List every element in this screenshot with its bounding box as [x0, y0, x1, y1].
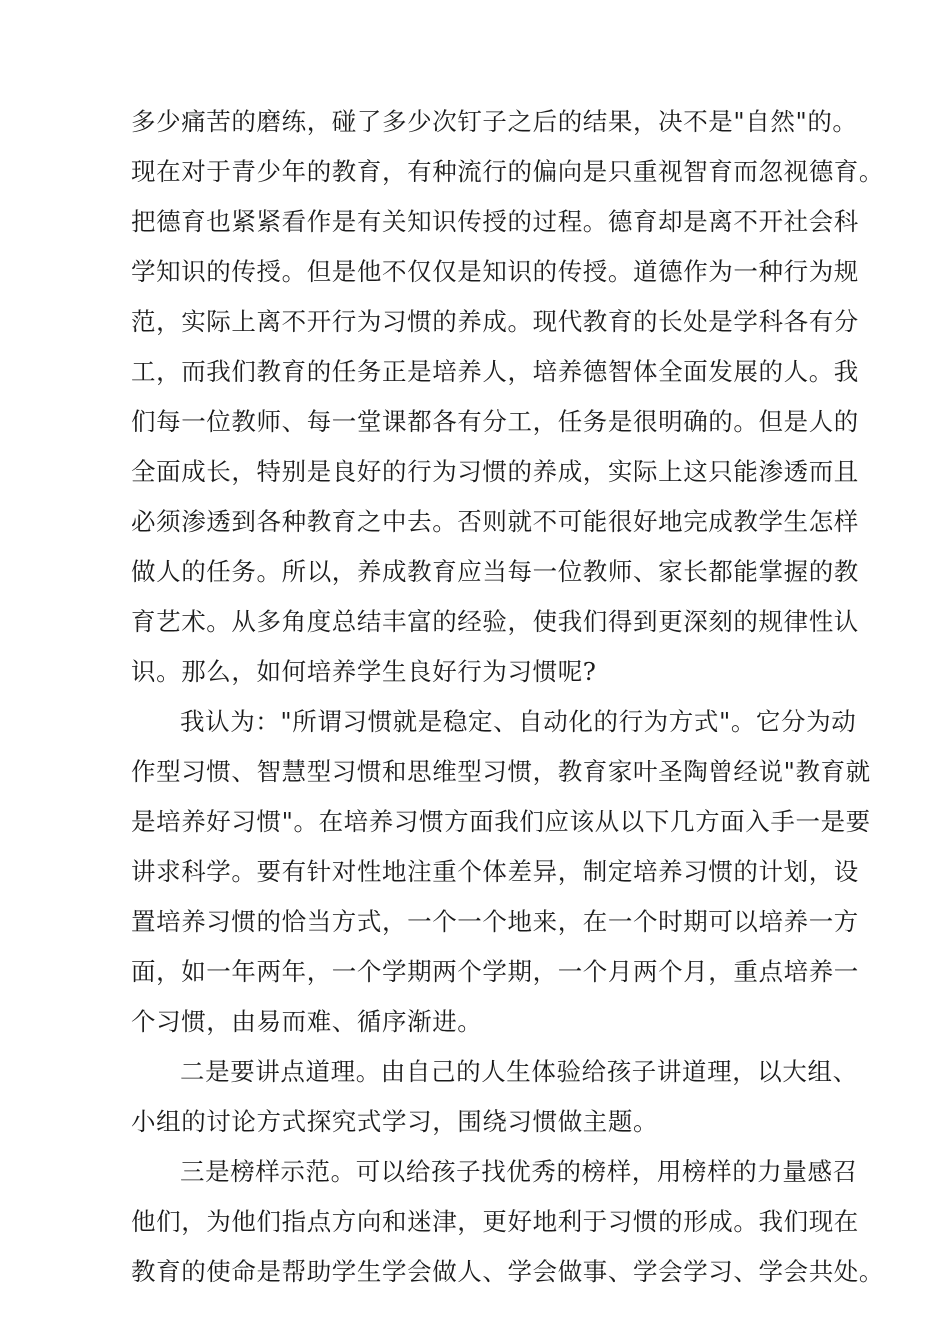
text-line: 必须渗透到各种教育之中去。否则就不可能很好地完成教学生怎样 [131, 507, 859, 536]
text-line: 个习惯，由易而难、循序渐进。 [131, 1007, 483, 1036]
text-line: 全面成长，特别是良好的行为习惯的养成，实际上这只能渗透而且 [131, 457, 859, 486]
text-line: 他们，为他们指点方向和迷津，更好地利于习惯的形成。我们现在 [131, 1207, 859, 1236]
text-line: 讲求科学。要有针对性地注重个体差异，制定培养习惯的计划，设 [131, 857, 859, 886]
text-line: 现在对于青少年的教育，有种流行的偏向是只重视智育而忽视德育。 [131, 157, 884, 186]
paragraph-start-line: 二是要讲点道理。由自己的人生体验给孩子讲道理，以大组、 [180, 1057, 858, 1086]
text-line: 学知识的传授。但是他不仅仅是知识的传授。道德作为一种行为规 [131, 257, 859, 286]
text-line: 面，如一年两年，一个学期两个学期，一个月两个月，重点培养一 [131, 957, 859, 986]
text-line: 们每一位教师、每一堂课都各有分工，任务是很明确的。但是人的 [131, 407, 859, 436]
text-line: 教育的使命是帮助学生学会做人、学会做事、学会学习、学会共处。 [131, 1257, 884, 1286]
text-line: 作型习惯、智慧型习惯和思维型习惯，教育家叶圣陶曾经说"教育就 [131, 757, 871, 786]
text-line: 识。那么，如何培养学生良好行为习惯呢? [131, 657, 597, 686]
text-line: 工，而我们教育的任务正是培养人，培养德智体全面发展的人。我 [131, 357, 859, 386]
text-line: 置培养习惯的恰当方式，一个一个地来，在一个时期可以培养一方 [131, 907, 859, 936]
text-line: 小组的讨论方式探究式学习，围绕习惯做主题。 [131, 1107, 659, 1136]
text-line: 范，实际上离不开行为习惯的养成。现代教育的长处是学科各有分 [131, 307, 859, 336]
text-line: 多少痛苦的磨练，碰了多少次钉子之后的结果，决不是"自然"的。 [131, 107, 858, 136]
text-line: 做人的任务。所以，养成教育应当每一位教师、家长都能掌握的教 [131, 557, 859, 586]
paragraph-start-line: 我认为："所谓习惯就是稳定、自动化的行为方式"。它分为动 [180, 707, 857, 736]
text-line: 育艺术。从多角度总结丰富的经验，使我们得到更深刻的规律性认 [131, 607, 859, 636]
text-line: 是培养好习惯"。在培养习惯方面我们应该从以下几方面入手一是要 [131, 807, 871, 836]
text-line: 把德育也紧紧看作是有关知识传授的过程。德育却是离不开社会科 [131, 207, 859, 236]
paragraph-start-line: 三是榜样示范。可以给孩子找优秀的榜样，用榜样的力量感召 [180, 1157, 858, 1186]
